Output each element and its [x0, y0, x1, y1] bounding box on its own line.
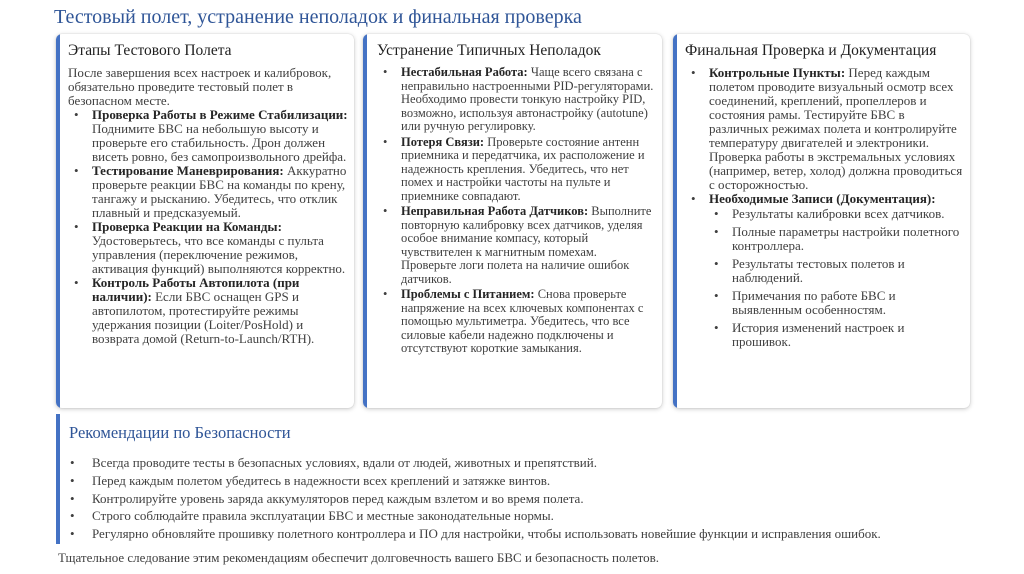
- list-item: [92, 276, 348, 346]
- record-item: • Примечания по работе БВС и выявленным особенностям.: [732, 289, 964, 317]
- list-item: [401, 288, 654, 356]
- item-label: Проблемы с Питанием:: [401, 287, 535, 301]
- card-intro: После завершения всех настроек и калибровок, обязательно проведите тестовый полет в безопасном месте.: [68, 65, 332, 108]
- item-label: Контрольные Пункты:: [709, 65, 846, 80]
- item-text: Перед каждым полетом проводите визуальный осмотр всех соединений, креплений, пропеллеров и состояния рамы. Тестируйте БВС в различных режимах полета и контролируйте температуру двигателей и электроники. Проверка работы в экстремальных условиях (например, ветер, холод) должна проводиться с осторожностью.: [709, 65, 963, 192]
- safety-item: • Перед каждым полетом убедитесь в надежности всех креплений и затяжке винтов.: [70, 472, 1024, 490]
- item-label: Нестабильная Работа:: [401, 65, 528, 79]
- item-text: Аккуратно проверьте реакции БВС на команды по крену, тангажу и рысканию. Убедитесь, что отклик плавный и предсказуемый.: [92, 163, 347, 220]
- safety-item: • Контролируйте уровень заряда аккумуляторов перед каждым взлетом и во время полета.: [70, 490, 1024, 508]
- card-heading: Финальная Проверка и Документация: [685, 42, 937, 59]
- list-item: [92, 108, 348, 164]
- item-text: Поднимите БВС на небольшую высоту и проверьте его стабильность. Дрон должен висеть ровно, без самопроизвольного дрейфа.: [92, 121, 347, 164]
- item-label: Проверка Реакции на Команды:: [92, 219, 282, 234]
- item-label: Тестирование Маневрирования:: [92, 163, 284, 178]
- item-label: Потеря Связи:: [401, 134, 485, 149]
- page-title: Тестовый полет, устранение неполадок и финальная проверка: [54, 6, 582, 28]
- list-item: [92, 220, 348, 276]
- list-item: [709, 192, 964, 349]
- item-label: Необходимые Записи (Документация):: [709, 191, 936, 206]
- troubleshooting-card: [363, 34, 662, 408]
- card-heading: Этапы Тестового Полета: [68, 42, 232, 59]
- safety-item: • Регулярно обновляйте прошивку полетного контроллера и ПО для настройки, чтобы использовать новейшие функции и исправления ошибок.: [70, 525, 1024, 543]
- item-text: Если БВС оснащен GPS и автопилотом, протестируйте режимы удержания позиции (Loiter/PosHold) и возврата домой (Return-to-Launch/RTH).: [92, 289, 315, 346]
- card-heading: Устранение Типичных Неполадок: [377, 42, 601, 59]
- footer-note: Тщательное следование этим рекомендациям обеспечит долговечность вашего БВС и безопасность полетов.: [58, 550, 659, 565]
- item-text: Чаще всего связана с неправильно настроенными PID-регуляторами. Необходимо провести тонкую настройку PID, возможно, используя автонастройку (autotune) или ручную регулировку.: [401, 65, 654, 133]
- records-list: [709, 207, 964, 349]
- item-label: Неправильная Работа Датчиков:: [401, 204, 589, 218]
- record-item: • Результаты калибровки всех датчиков.: [732, 207, 964, 221]
- safety-list: [70, 454, 1024, 543]
- list-item: [401, 136, 654, 204]
- item-text: Удостоверьтесь, что все команды с пульта управления (переключение режимов, активация функций) выполняются корректно.: [92, 233, 346, 276]
- list-item: [401, 205, 654, 286]
- safety-item: • Строго соблюдайте правила эксплуатации БВС и местные законодательные нормы.: [70, 507, 1024, 525]
- safety-section: [56, 414, 970, 544]
- list-item: [401, 66, 654, 134]
- item-text: Выполните повторную калибровку всех датчиков, уделяя особое внимание компасу, который чувствителен к магнитным помехам. Проверьте логи полета на наличие ошибок датчиков.: [401, 204, 652, 286]
- flight-stages-card: [56, 34, 354, 408]
- final-check-list: [685, 66, 964, 349]
- troubleshooting-list: [377, 66, 654, 356]
- item-text: Проверьте состояние антенн приемника и передатчика, их расположение и надежность крепления. Убедитесь, что нет помех и настройки частоты на пульте и приемнике совпадают.: [401, 134, 645, 203]
- list-item: [709, 66, 964, 192]
- item-label: Контроль Работы Автопилота (при наличии):: [92, 275, 300, 304]
- record-item: • Полные параметры настройки полетного контроллера.: [732, 225, 964, 253]
- list-item: [92, 164, 348, 220]
- record-item: • Результаты тестовых полетов и наблюдений.: [732, 257, 964, 285]
- final-check-card: [673, 34, 970, 408]
- section-heading: Рекомендации по Безопасности: [69, 423, 291, 442]
- flight-stages-list: [68, 108, 348, 346]
- item-label: Проверка Работы в Режиме Стабилизации:: [92, 107, 348, 122]
- item-text: Снова проверьте напряжение на всех ключевых компонентах с помощью мультиметра. Убедитесь, что все силовые кабели надежно подключены и отсутствуют короткие замыкания.: [401, 287, 644, 355]
- safety-item: • Всегда проводите тесты в безопасных условиях, вдали от людей, животных и препятствий.: [70, 454, 1024, 472]
- record-item: • История изменений настроек и прошивок.: [732, 321, 964, 349]
